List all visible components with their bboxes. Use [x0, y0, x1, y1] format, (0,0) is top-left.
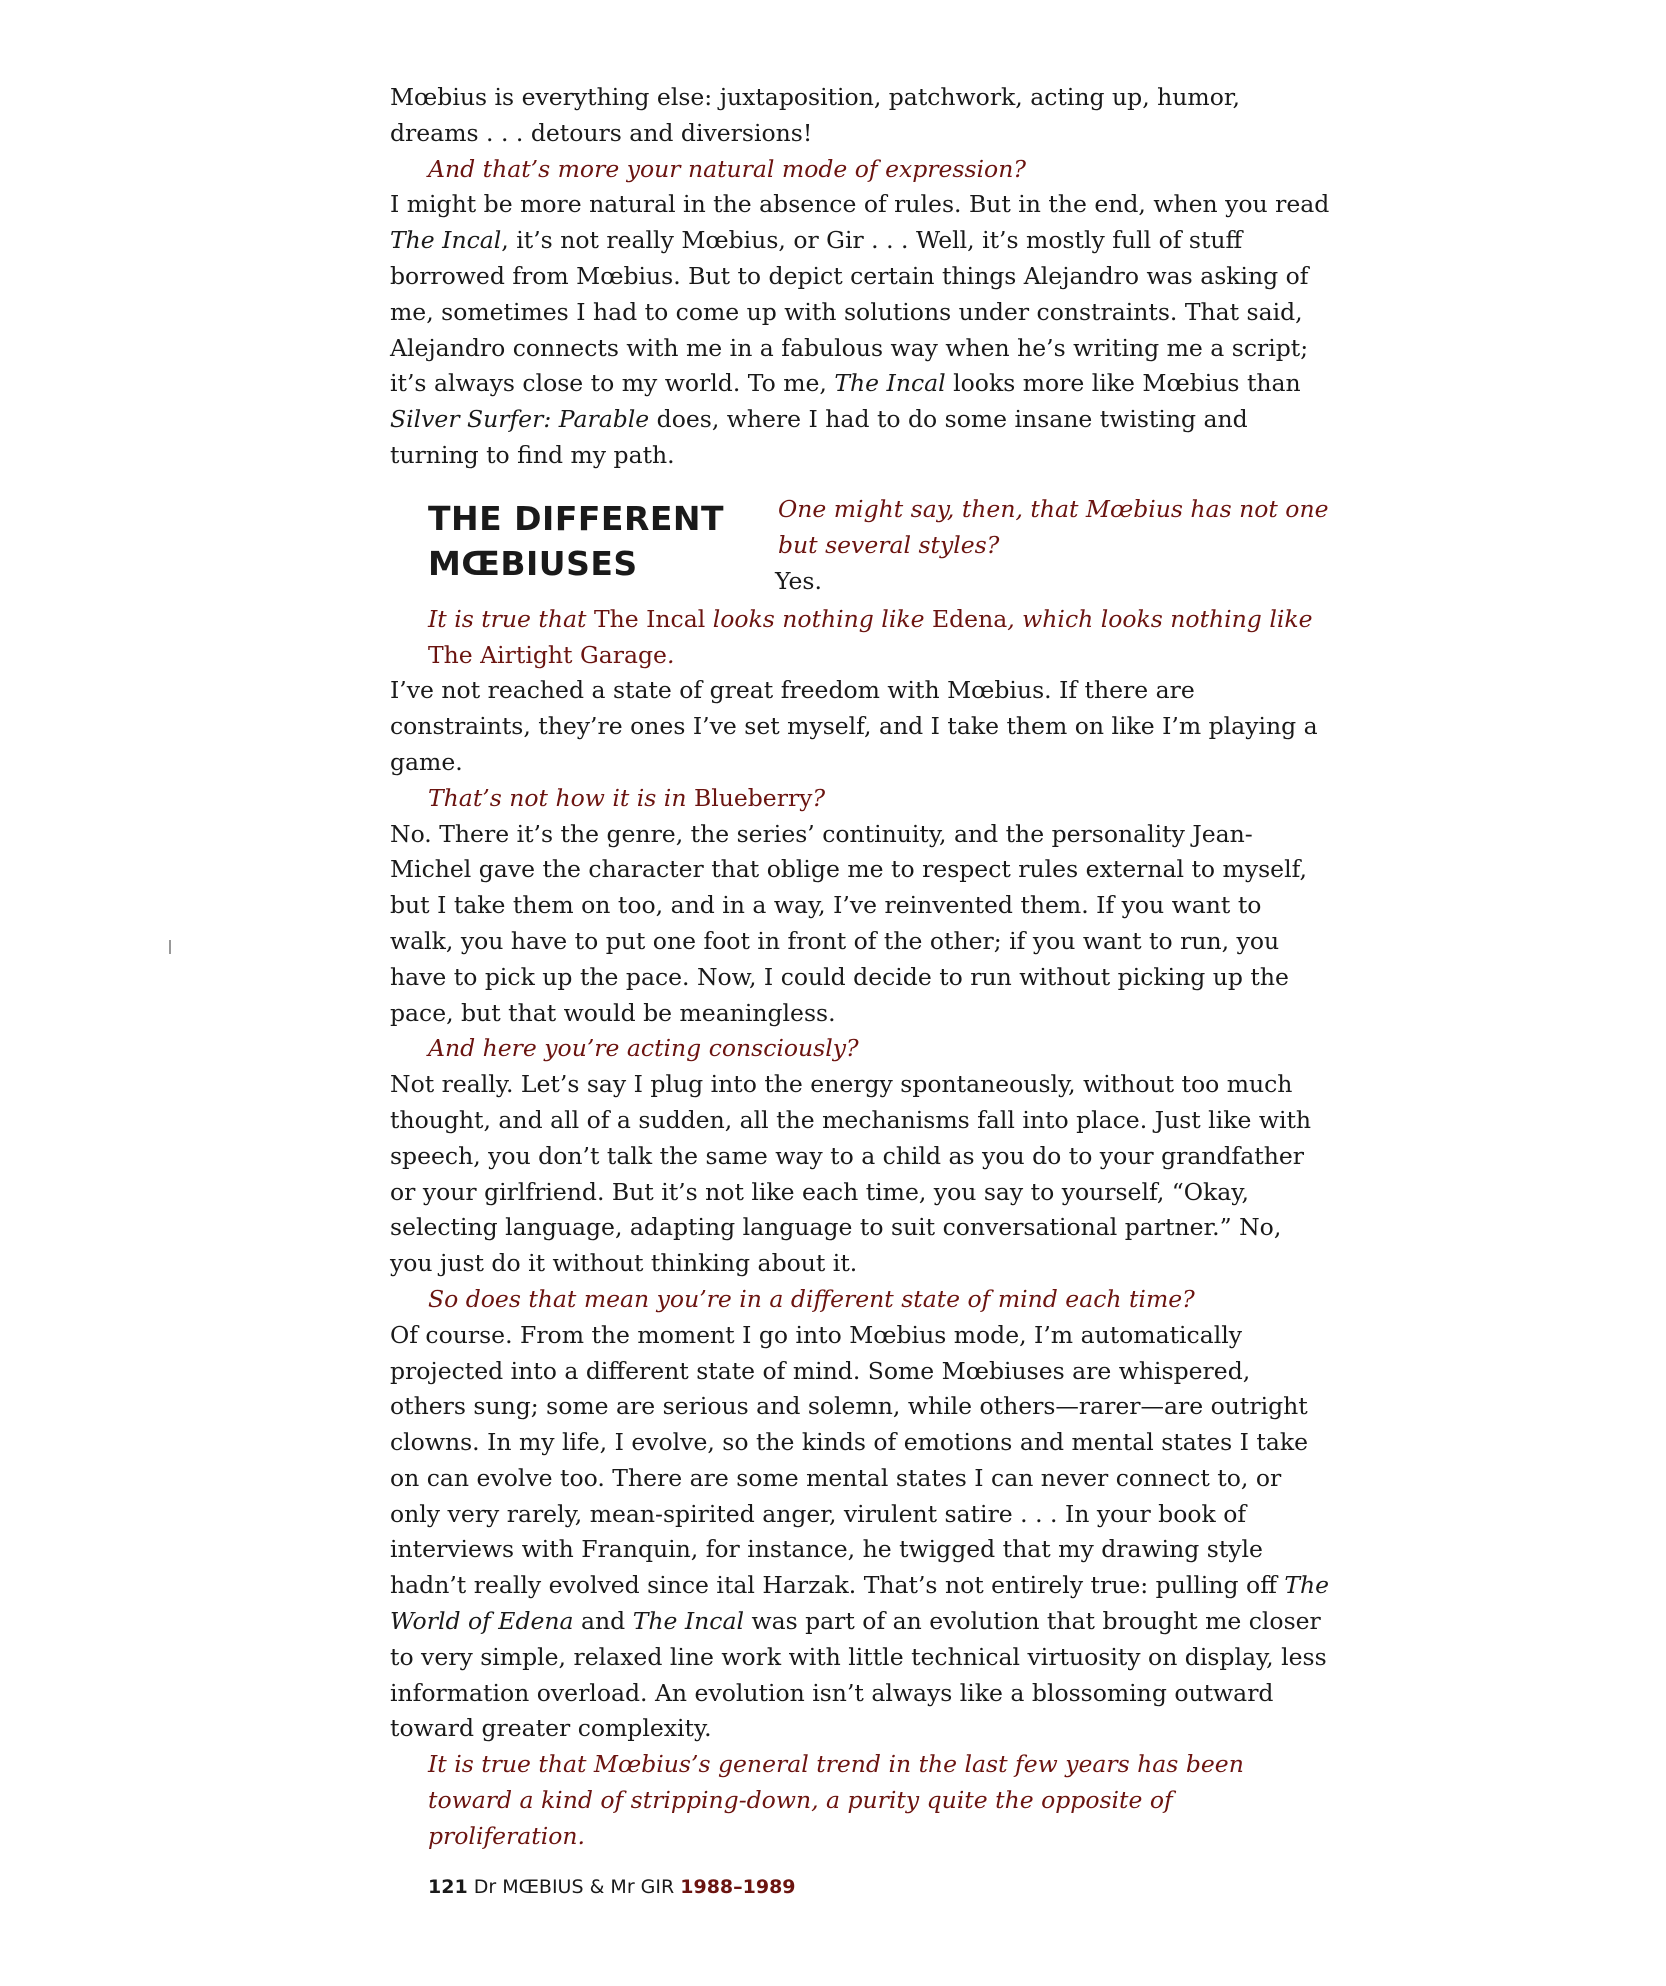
text-column	[390, 80, 1330, 1855]
title-edena: Edena	[931, 604, 1008, 633]
question-paragraph: It is true that Mœbius’s general trend in the last few years has been toward a kind of stripping-down, a purity quite the opposite of proliferation.	[428, 1750, 1244, 1850]
question-paragraph: One might say, then, that Mœbius has not one but several styles?	[778, 494, 1329, 559]
question-paragraph	[390, 602, 1330, 674]
running-years: 1988–1989	[680, 1876, 796, 1898]
answer-paragraph	[390, 187, 1330, 473]
answer-text: looks more like Mœbius than	[945, 369, 1301, 398]
answer-paragraph	[390, 1318, 1330, 1748]
answer-paragraph: Not really. Let’s say I plug into the energy spontaneously, without too much thought, and all of a sudden, all the mechanisms fall into place. Just like with speech, you don’t talk the same way to a child as you do to your grandfather or your girlfriend. But it’s not like each time, you say to yourself, “Okay, selecting language, adapting language to suit conversational partner.” No, you just do it without thinking about it.	[390, 1070, 1312, 1278]
page-number: 121	[428, 1876, 468, 1898]
answer-text: I might be more natural in the absence of rules. But in the end, when you read	[390, 190, 1330, 219]
title-world-of-edena: The World of Edena	[390, 1571, 1330, 1636]
section-different-moebiuses	[390, 496, 1330, 602]
question-text: , which looks nothing like	[1007, 604, 1313, 633]
running-title: Dr MŒBIUS & Mr GIR	[473, 1876, 675, 1898]
question-text: .	[666, 640, 675, 669]
question-text: That’s not how it is in	[428, 783, 694, 812]
heading-line: THE DIFFERENT	[428, 498, 725, 538]
title-incal: The Incal	[834, 369, 946, 398]
question-paragraph: And that’s more your natural mode of expression?	[428, 154, 1026, 183]
scan-mark	[169, 940, 171, 954]
title-incal: The Incal	[593, 604, 706, 633]
question-paragraph: So does that mean you’re in a different state of mind each time?	[428, 1284, 1195, 1313]
answer-text: does, where I had to do some insane twisting and turning to find my path.	[390, 405, 1248, 469]
answer-paragraph: I’ve not reached a state of great freedom with Mœbius. If there are constraints, they’re ones I’ve set myself, and I take them on like I’m playing a game.	[390, 676, 1318, 776]
answer-paragraph: Yes.	[775, 566, 822, 595]
question-text: It is true that	[428, 604, 594, 633]
answer-text: was part of an evolution that brought me closer to very simple, relaxed line work with little technical virtuosity on display, less information overload. An evolution isn’t always like a blossoming outward toward greater complexity.	[390, 1607, 1327, 1743]
title-airtight-garage: The Airtight Garage	[428, 640, 667, 669]
page-footer	[428, 1876, 796, 1898]
answer-text: Of course. From the moment I go into Mœbius mode, I’m automatically projected into a different state of mind. Some Mœbiuses are whispered, others sung; some are serious and solemn, while others—rarer—are outright clowns. In my life, I evolve, so the kinds of emotions and mental states I take on can evolve too. There are some mental states I can never connect to, or only very rarely, mean-spirited anger, virulent satire . . . In your book of interviews with Franquin, for instance, he twigged that my drawing style hadn’t really evolved since ital Harzak. That’s not entirely true: pulling off	[390, 1320, 1308, 1600]
answer-paragraph: Mœbius is everything else: juxtaposition, patchwork, acting up, humor, dreams . . . detours and diversions!	[390, 83, 1240, 147]
question-text: looks nothing like	[705, 604, 932, 633]
question-paragraph	[390, 781, 1330, 817]
question-paragraph: And here you’re acting consciously?	[428, 1034, 859, 1063]
title-blueberry: Blueberry	[693, 783, 813, 812]
heading-line: MŒBIUSES	[428, 543, 638, 583]
title-incal: The Incal	[390, 226, 502, 255]
answer-text: and	[573, 1607, 633, 1636]
question-text: ?	[812, 783, 826, 812]
answer-text: , it’s not really Mœbius, or Gir . . . Well, it’s mostly full of stuff borrowed from Mœbius. But to depict certain things Alejandro was asking of me, sometimes I had to come up with solutions under constraints. That said, Alejandro connects with me in a fabulous way when he’s writing me a script; it’s always close to my world. To me,	[390, 226, 1309, 398]
title-incal: The Incal	[632, 1607, 744, 1636]
title-silver-surfer: Silver Surfer: Parable	[390, 405, 650, 434]
answer-paragraph: No. There it’s the genre, the series’ continuity, and the personality Jean-Michel gave the character that oblige me to respect rules external to myself, but I take them on too, and in a way, I’ve reinvented them. If you want to walk, you have to put one foot in front of the other; if you want to run, you have to pick up the pace. Now, I could decide to run without picking up the pace, but that would be meaningless.	[390, 819, 1307, 1027]
section-heading	[428, 496, 748, 586]
